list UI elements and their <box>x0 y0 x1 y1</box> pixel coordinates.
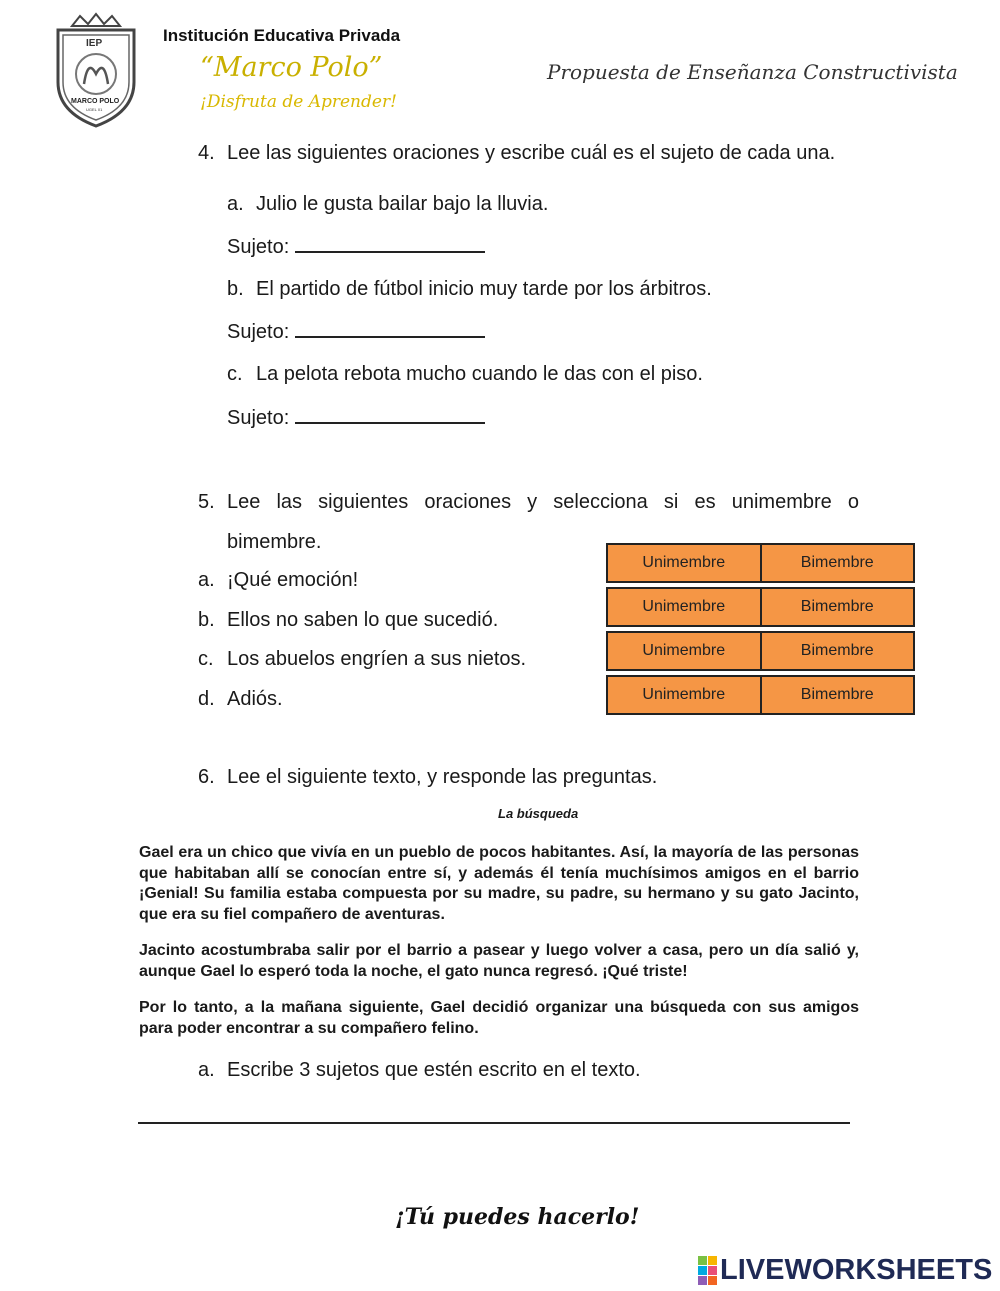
subject-label: Sujeto: <box>227 236 290 258</box>
q4-prompt: Lee las siguientes oraciones y escribe cuál es el sujeto de cada una. <box>227 142 836 164</box>
q5-options-row-b <box>606 587 915 627</box>
bimembre-option-b[interactable]: Bimembre <box>760 589 914 625</box>
story-paragraph-2: Jacinto acostumbraba salir por el barrio a pasear y luego volver a casa, pero un día salió y, aunque Gael lo esperó toda la noche, el gato nunca regresó. ¡Qué triste! <box>139 942 859 980</box>
q5-item-d-text: Adiós. <box>227 688 283 710</box>
q4-subject-a <box>227 233 485 260</box>
q5-options-row-c <box>606 631 915 671</box>
q4-item-a-text: Julio le gusta bailar bajo la lluvia. <box>256 193 549 215</box>
unimembre-option-c[interactable]: Unimembre <box>642 642 726 659</box>
q4-item-c-letter: c. <box>227 363 243 385</box>
q5-item-b-text: Ellos no saben lo que sucedió. <box>227 609 499 631</box>
subject-label: Sujeto: <box>227 321 290 343</box>
q6-number: 6. <box>198 766 215 788</box>
subjects-answer-line[interactable] <box>138 1122 850 1124</box>
institution-name: Institución Educativa Privada <box>163 26 401 45</box>
q5-options-row-a <box>606 543 915 583</box>
subject-b-answer-line[interactable] <box>295 318 485 338</box>
q4-item-b-letter: b. <box>227 278 244 300</box>
q5-number: 5. <box>198 491 215 513</box>
liveworksheets-text: LIVEWORKSHEETS <box>720 1254 993 1286</box>
logo-text-iep: IEP <box>86 38 103 49</box>
liveworksheets-brand <box>698 1254 992 1287</box>
proposal-title: Propuesta de Enseñanza Constructivista <box>547 60 958 84</box>
q4-item-c-text: La pelota rebota mucho cuando le das con el piso. <box>256 363 703 385</box>
subject-c-answer-line[interactable] <box>295 404 485 424</box>
bimembre-option-c[interactable]: Bimembre <box>760 633 914 669</box>
q5-prompt: Lee las siguientes oraciones y selecciona si es unimembre o bimembre. <box>227 491 859 553</box>
q5-item-a-letter: a. <box>198 569 215 591</box>
q4-subject-c <box>227 404 485 431</box>
q5-item-b-letter: b. <box>198 609 215 631</box>
q5-item-d-letter: d. <box>198 688 215 710</box>
story-title: La búsqueda <box>498 806 579 821</box>
logo-text-ugel: UGEL 01 <box>86 107 103 112</box>
unimembre-option-d[interactable]: Unimembre <box>642 686 726 703</box>
q6-sub-prompt: Escribe 3 sujetos que estén escrito en el texto. <box>227 1059 641 1081</box>
bimembre-option-d[interactable]: Bimembre <box>760 677 914 713</box>
subject-label: Sujeto: <box>227 407 290 429</box>
q6-prompt: Lee el siguiente texto, y responde las preguntas. <box>227 766 658 788</box>
subject-a-answer-line[interactable] <box>295 233 485 253</box>
encouragement-text: ¡Tú puedes hacerlo! <box>395 1204 640 1230</box>
q5-item-c-text: Los abuelos engríen a sus nietos. <box>227 648 527 670</box>
q5-options-row-d <box>606 675 915 715</box>
story-paragraph-3: Por lo tanto, a la mañana siguiente, Gael decidió organizar una búsqueda con sus amigos para poder encontrar a su compañero felino. <box>139 999 859 1037</box>
liveworksheets-logo-icon <box>698 1256 717 1285</box>
q4-subject-b <box>227 318 485 345</box>
unimembre-option-a[interactable]: Unimembre <box>642 554 726 571</box>
story-paragraph-1: Gael era un chico que vivía en un pueblo de pocos habitantes. Así, la mayoría de las personas que habitaban allí se conocían entre sí, y además él tenía muchísimos amigos en el barrio ¡Genial! Su familia estaba compuesta por su madre, su padre, su hermano y su gato Jacinto, que era su fiel compañero de aventuras. <box>139 844 859 923</box>
q4-item-b-text: El partido de fútbol inicio muy tarde por los árbitros. <box>256 278 712 300</box>
q6-sub-letter: a. <box>198 1059 215 1081</box>
school-logo <box>52 12 140 128</box>
bimembre-option-a[interactable]: Bimembre <box>760 545 914 581</box>
q5-item-c-letter: c. <box>198 648 214 670</box>
q5-item-a-text: ¡Qué emoción! <box>227 569 359 591</box>
school-motto: ¡Disfruta de Aprender! <box>200 92 397 112</box>
school-name: “Marco Polo” <box>200 52 383 83</box>
unimembre-option-b[interactable]: Unimembre <box>642 598 726 615</box>
q4-item-a-letter: a. <box>227 193 244 215</box>
q4-number: 4. <box>198 142 215 164</box>
logo-text-school: MARCO POLO <box>71 98 120 105</box>
